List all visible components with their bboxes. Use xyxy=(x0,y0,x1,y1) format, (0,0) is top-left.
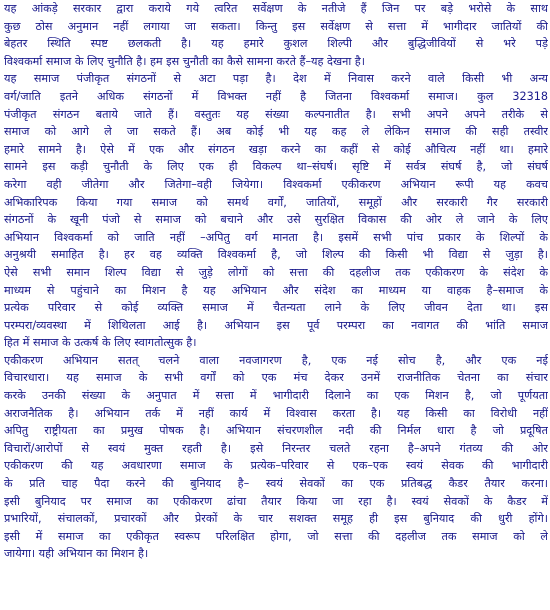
text-line: सामने इस कड़ी चुनौती के लिए एक ही विकल्प था–संघर्ष। सृष्टि में सर्वत्र संघर्ष है, जो संघर्ष xyxy=(4,160,548,174)
text-line: बेहतर स्थिति स्पष्ट छलकती है। यह हमारे कुशल शिल्पी और बुद्धिजीवियों से भरे पड़े xyxy=(4,37,548,51)
text-line: परम्परा/व्यवस्था में शिथिलता आई है। अभियान इस पूर्व परम्परा का नवागत की भांति समाज xyxy=(4,318,548,332)
text-line: प्रत्येक परिवार से कोई व्यक्ति समाज में चैतन्यता लाने के लिए जीवन देता था। इस xyxy=(4,301,548,315)
paragraph-2 xyxy=(4,70,548,352)
text-line: समाज को आगे ले जा सकते हैं। अब कोई भी यह कह ले लेकिन समाज की सही तस्वीर xyxy=(4,125,548,139)
text-line: के प्रति चाह पैदा करने की बुनियाद है– स्वयं सेवकों का एक प्रतिबद्ध कैडर तैयार करना। xyxy=(4,477,548,491)
text-line: विश्वकर्मा समाज के लिए चुनौति है। हम इस चुनौती का कैसे सामना करते हैं–यह देखना है। xyxy=(4,54,365,68)
text-line: इसी बुनियाद पर समाज का एकीकरण ढांचा तैयार किया जा रहा है। स्वयं सेवकों के कैडर में xyxy=(4,494,548,508)
text-line: अभियान विश्वकर्मा को जाति नहीं –अपितु वर्ग मानता है। इसमें सभी पांच प्रकार के शिल्पों के xyxy=(4,230,548,244)
text-line: अपितु राष्ट्रीयता का प्रमुख पोषक है। अभियान संचरणशील नदी की निर्मल धारा है जो प्रदूषित xyxy=(4,424,548,438)
paragraph-1 xyxy=(4,0,548,70)
text-line: हमारे सामने है। ऐसे में एक और संगठन खड़ा करने का कहीं से कोई औचित्य नहीं था। हमारे xyxy=(4,142,548,156)
paragraph-3 xyxy=(4,352,548,563)
text-line: करके उनकी संख्या के अनुपात में सत्ता में भागीदारी दिलाने का एक मिशन है, जो पूर्णयता xyxy=(4,389,548,403)
text-line: एकीकरण अभियान सतत् चलने वाला नवजागरण है, एक नई सोच है, और एक नई xyxy=(4,353,548,367)
text-line: विचारों/आरोपों से स्वयं मुक्त रहती है। इसे निरन्तर चलते रहना है–अपने गंतव्य की ओर xyxy=(4,441,548,455)
text-line: संगठनों के खूनी पंजो से समाज को बचाने और उसे सुरक्षित विकास की ओर ले जाने के लिए xyxy=(4,213,548,227)
text-line: प्रभारियों, संचालकों, प्रचारकों और प्रेरकों के चार सशक्त समूह ही इस बुनियाद की धुरी होंगे। xyxy=(4,512,548,526)
document-page xyxy=(4,0,548,608)
text-line: इसी में समाज का एकीकृत स्वरूप परिलक्षित होगा, जो सत्ता की दहलीज तक समाज को ले xyxy=(4,529,548,543)
text-line: अराजनैतिक है। अभियान तर्क में नहीं कार्य में विश्वास करता है। यह किसी का विरोधी नहीं xyxy=(4,406,548,420)
text-line: माध्यम से पहुंचाने का मिशन है यह अभियान और संदेश का माध्यम या वाहक है–समाज के xyxy=(4,283,548,297)
text-line: हित में समाज के उत्कर्ष के लिए स्वागतोत्सुक है। xyxy=(4,336,197,350)
text-line: करेगा वही जीतेगा और जितेगा–वही जियेगा। विश्वकर्मा एकीकरण अभियान रूपी यह कवच xyxy=(4,177,548,191)
text-line: अभिकारिपक किया गया समाज को समर्थ वर्गों, जातियों, समूहों और सरकारी गैर सरकारी xyxy=(4,195,548,209)
text-line: एकीकरण की यह अवधारणा समाज के प्रत्येक–परिवार से एक–एक स्वयं सेवक की भागीदारी xyxy=(4,459,548,473)
text-line: विचारधारा। यह समाज के सभी वर्गों को एक मंच देकर उनमें राजनीतिक चेतना का संचार xyxy=(4,371,548,385)
text-line: ऐसे सभी समान शिल्प विद्या से जुड़े लोगों को सत्ता की दहलीज तक एकीकरण के संदेश के xyxy=(4,265,548,279)
text-line: पंजीकृत संगठन बताये जाते हैं। वस्तुतः यह संख्या कल्पनातीत है। सभी अपने अपने तरीके से xyxy=(4,107,548,121)
text-line: जायेगा। यही अभियान का मिशन है। xyxy=(4,547,149,561)
text-line: कुछ ठोस अनुमान नहीं लगाया जा सकता। किन्तु इस सर्वेक्षण से सत्ता में भागीदार जातियों की xyxy=(4,19,548,33)
text-line: यह समाज पंजीकृत संगठनों से अटा पड़ा है। देश में निवास करने वाले किसी भी अन्य xyxy=(4,72,548,86)
text-line: अनुश्रयी समाहित है। हर वह व्यक्ति विश्वकर्मा है, जो शिल्प की किसी भी विद्या से जुड़ा है। xyxy=(4,248,548,262)
text-line: वर्ग/जाति इतने अधिक संगठनों में विभक्त नहीं है जितना विश्वकर्मा समाज। कुल 32318 xyxy=(4,89,548,103)
text-line: यह आंकड़े सरकार द्वारा कराये गये त्वरित सर्वेक्षण के नतीजे हैं जिन पर बड़े भरोसे के साथ xyxy=(4,2,548,15)
